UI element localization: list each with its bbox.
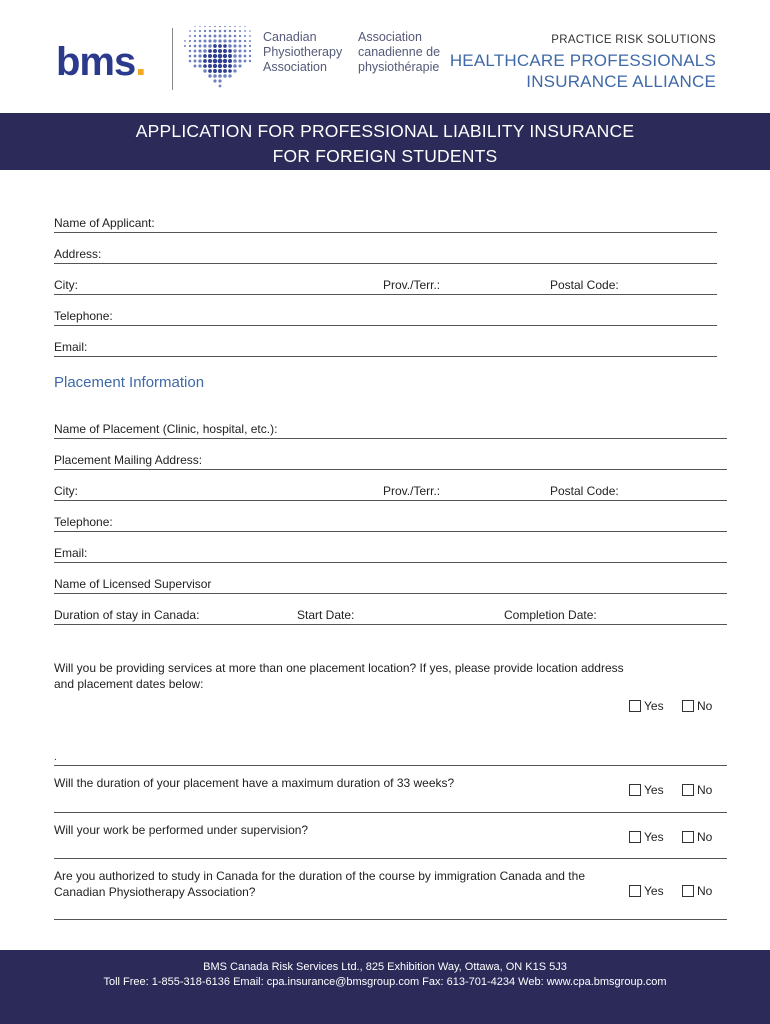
checkbox-icon — [682, 831, 694, 843]
applicant-telephone-field[interactable] — [54, 306, 717, 326]
applicant-name-label: Name of Applicant: — [54, 216, 155, 230]
placement-telephone-field[interactable] — [54, 512, 727, 532]
applicant-prov-label: Prov./Terr.: — [383, 278, 441, 292]
placement-telephone-label: Telephone: — [54, 515, 113, 529]
placement-mailing-label: Placement Mailing Address: — [54, 453, 203, 467]
healthcare-alliance-logo: HEALTHCARE PROFESSIONALS INSURANCE ALLIANCE — [449, 51, 716, 91]
applicant-address-label: Address: — [54, 247, 102, 261]
placement-postal-label: Postal Code: — [550, 484, 619, 498]
q2-no-checkbox[interactable]: No — [682, 783, 712, 797]
applicant-city-label: City: — [54, 278, 78, 292]
placement-email-label: Email: — [54, 546, 88, 560]
q1-yes-checkbox[interactable]: Yes — [629, 699, 664, 713]
form-title: APPLICATION FOR PROFESSIONAL LIABILITY INSURANCE FOR FOREIGN STUDENTS — [0, 113, 770, 170]
checkbox-icon — [682, 784, 694, 796]
document-header — [0, 0, 770, 113]
q2-yes-checkbox[interactable]: Yes — [629, 783, 664, 797]
cpa-heart-logo-icon — [180, 26, 258, 92]
applicant-city-row[interactable] — [54, 275, 717, 295]
q4-yes-checkbox[interactable]: Yes — [629, 884, 664, 898]
supervisor-field[interactable] — [54, 574, 727, 594]
q2-divider — [54, 812, 727, 813]
checkbox-icon — [629, 700, 641, 712]
cpa-name-french: Association canadienne de physiothérapie — [358, 30, 441, 74]
q1-no-checkbox[interactable]: No — [682, 699, 712, 713]
checkbox-icon — [629, 784, 641, 796]
start-date-label: Start Date: — [297, 608, 355, 622]
q4-divider — [54, 919, 727, 920]
applicant-telephone-label: Telephone: — [54, 309, 113, 323]
q4-no-checkbox[interactable]: No — [682, 884, 712, 898]
applicant-email-field[interactable] — [54, 337, 717, 357]
applicant-postal-label: Postal Code: — [550, 278, 619, 292]
duration-label: Duration of stay in Canada: — [54, 608, 200, 622]
checkbox-icon — [629, 831, 641, 843]
footer-address: BMS Canada Risk Services Ltd., 825 Exhibition Way, Ottawa, ON K1S 5J3 — [203, 961, 567, 973]
applicant-name-field[interactable] — [54, 213, 717, 233]
question-multiple-locations: Will you be providing services at more than one placement location? If yes, please provide location address and placement dates below: — [54, 661, 624, 691]
applicant-email-label: Email: — [54, 340, 88, 354]
bms-logo: bms. — [56, 40, 146, 84]
checkbox-icon — [682, 885, 694, 897]
question-authorization: Are you authorized to study in Canada for the duration of the course by immigration Canada and the Canadian Physiotherapy Association? — [54, 869, 585, 899]
placement-email-field[interactable] — [54, 543, 727, 563]
document-footer — [0, 950, 770, 1024]
supervisor-label: Name of Licensed Supervisor — [54, 577, 212, 591]
applicant-address-field[interactable] — [54, 244, 717, 264]
placement-city-label: City: — [54, 484, 78, 498]
q1-divider — [54, 765, 727, 766]
footer-contact: Toll Free: 1-855-318-6136 Email: cpa.insurance@bmsgroup.com Fax: 613-701-4234 Web: www.cpa.bmsgroup.com — [103, 976, 667, 988]
placement-section-title: Placement Information — [54, 374, 205, 391]
practice-risk-solutions: PRACTICE RISK SOLUTIONS — [551, 34, 716, 46]
q3-no-checkbox[interactable]: No — [682, 830, 712, 844]
q3-yes-checkbox[interactable]: Yes — [629, 830, 664, 844]
q3-divider — [54, 858, 727, 859]
cpa-name-english: Canadian Physiotherapy Association — [263, 30, 343, 74]
question-supervision: Will your work be performed under supervision? — [54, 823, 309, 837]
logo-divider — [172, 28, 173, 90]
question-max-duration: Will the duration of your placement have a maximum duration of 33 weeks? — [54, 776, 455, 790]
checkbox-icon — [629, 885, 641, 897]
placement-mailing-field[interactable] — [54, 450, 727, 470]
stray-dot: . — [54, 752, 57, 763]
checkbox-icon — [682, 700, 694, 712]
placement-city-row[interactable] — [54, 481, 727, 501]
completion-date-label: Completion Date: — [504, 608, 597, 622]
placement-prov-label: Prov./Terr.: — [383, 484, 441, 498]
duration-row[interactable] — [54, 605, 727, 625]
placement-name-field[interactable] — [54, 419, 727, 439]
placement-name-label: Name of Placement (Clinic, hospital, etc.): — [54, 422, 278, 436]
